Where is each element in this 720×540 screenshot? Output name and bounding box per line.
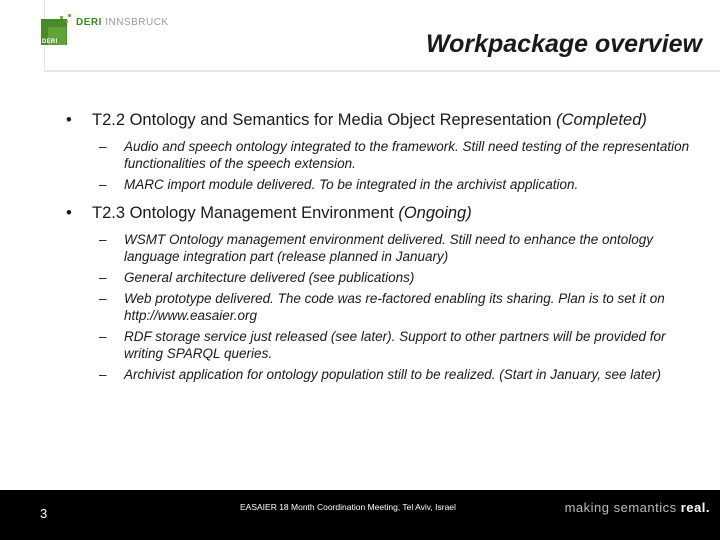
sub-item — [66, 176, 706, 193]
sub-item-text: WSMT Ontology management environment delivered. Still need to enhance the ontology language integration part (release planned in January) — [124, 232, 654, 264]
logo-innsbruck: INNSBRUCK — [105, 17, 169, 28]
logo-wordmark — [76, 17, 169, 28]
sub-item — [66, 328, 706, 362]
sub-item — [66, 138, 706, 172]
sub-item-text: RDF storage service just released (see later). Support to other partners will be provided for writing SPARQL queries. — [124, 329, 666, 361]
sub-item — [66, 366, 706, 383]
footer-tagline — [565, 500, 710, 515]
logo-mark-text: DERI — [42, 39, 58, 45]
sub-item — [66, 269, 706, 286]
sub-item — [66, 231, 706, 265]
dash-glyph: – — [99, 139, 107, 154]
dash-glyph: – — [99, 329, 107, 344]
tagline-light: making semantics — [564, 500, 677, 515]
bullet-status: (Completed) — [556, 111, 647, 129]
footer-bar — [0, 490, 720, 540]
title-divider — [44, 70, 720, 72]
bullet-t2-3 — [66, 203, 706, 223]
sub-item — [66, 290, 706, 324]
dash-glyph: – — [99, 232, 107, 247]
deri-logo — [40, 16, 190, 50]
sublist-t2-3 — [66, 231, 706, 383]
deri-logo-icon — [40, 16, 70, 46]
slide-title: Workpackage overview — [425, 30, 702, 58]
bullet-text: T2.2 Ontology and Semantics for Media Object Representation — [92, 111, 552, 129]
footer-meeting-text: EASAIER 18 Month Coordination Meeting, Tel Aviv, Israel — [240, 502, 456, 512]
page-number: 3 — [40, 506, 48, 521]
dash-glyph: – — [99, 177, 107, 192]
sub-item-text: Archivist application for ontology population still to be realized. (Start in January, see later) — [124, 367, 662, 382]
tagline-strong: real. — [680, 500, 710, 515]
bullet-text: T2.3 Ontology Management Environment — [92, 204, 394, 222]
bullet-glyph: • — [66, 111, 72, 129]
bullet-status: (Ongoing) — [398, 204, 472, 222]
slide-content — [66, 110, 706, 393]
dash-glyph: – — [99, 270, 107, 285]
bullet-t2-2 — [66, 110, 706, 130]
dash-glyph: – — [99, 291, 107, 306]
sub-item-text: MARC import module delivered. To be integrated in the archivist application. — [124, 177, 579, 192]
left-margin-band — [0, 0, 45, 490]
sub-item-text: Audio and speech ontology integrated to the framework. Still need testing of the representation functionalities of the speech extension. — [124, 139, 690, 171]
sub-item-text: Web prototype delivered. The code was re-factored enabling its sharing. Plan is to set it on http://www.easaier.org — [124, 291, 665, 323]
bullet-glyph: • — [66, 204, 72, 222]
logo-deri: DERI — [76, 17, 102, 28]
sublist-t2-2 — [66, 138, 706, 193]
dash-glyph: – — [99, 367, 107, 382]
sub-item-text: General architecture delivered (see publications) — [124, 270, 415, 285]
